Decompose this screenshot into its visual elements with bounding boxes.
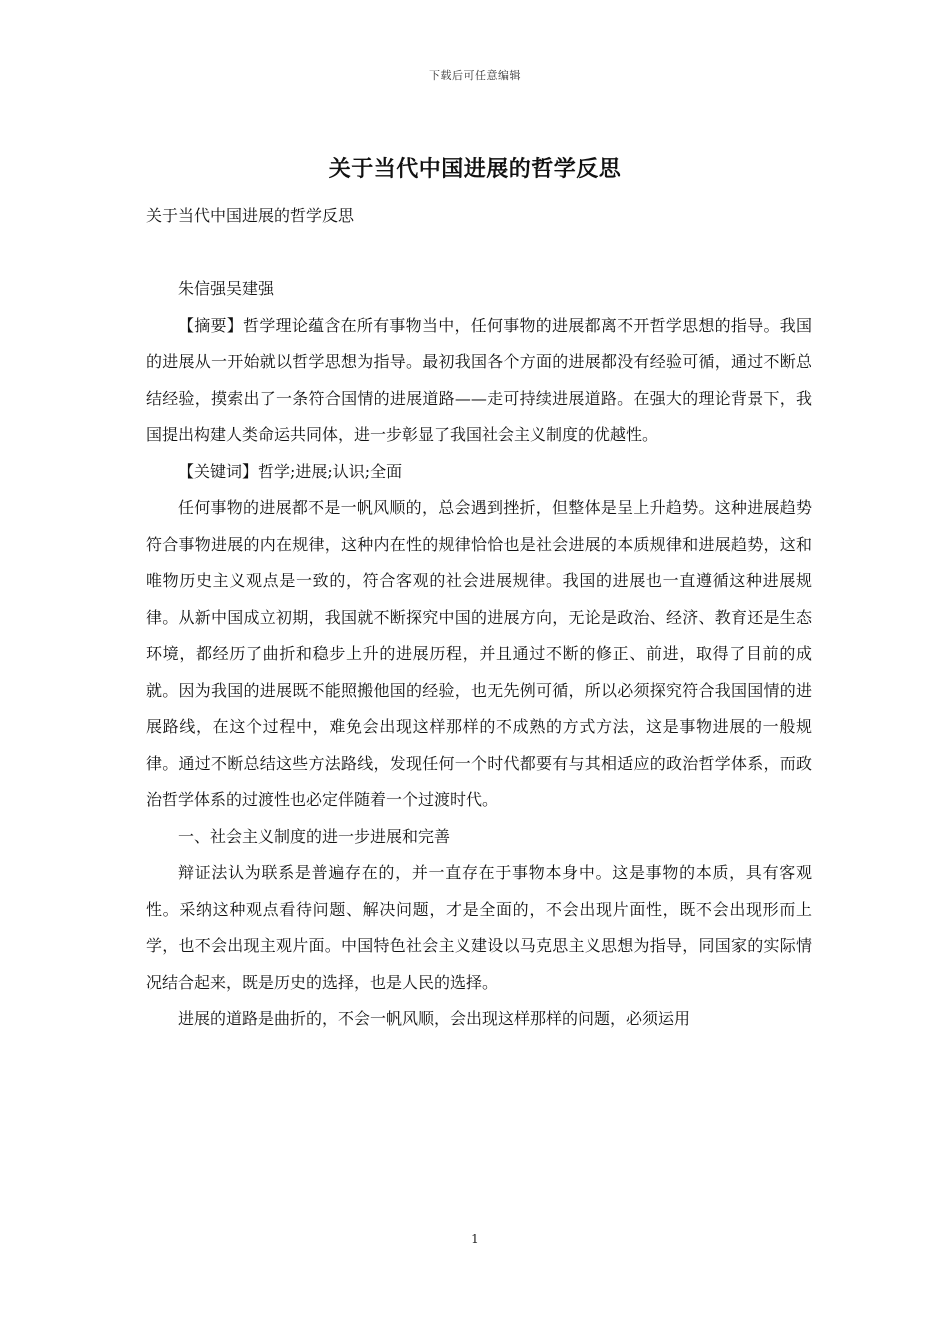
body-paragraph: 辩证法认为联系是普遍存在的，并一直存在于事物本身中。这是事物的本质，具有客观性。采纳这种观点看待问题、解决问题，才是全面的，不会出现片面性，既不会出现形而上学，也不会出现主观片面。中国特色社会主义建设以马克思主义思想为指导，同国家的实际情况结合起来，既是历史的选择，也是人民的选择。 xyxy=(146,863,812,992)
abstract-paragraph: 【摘要】哲学理论蕴含在所有事物当中，任何事物的进展都离不开哲学思想的指导。我国的进展从一开始就以哲学思想为指导。最初我国各个方面的进展都没有经验可循，通过不断总结经验，摸索出了一条符合国情的进展道路——走可持续进展道路。在强大的理论背景下，我国提出构建人类命运共同体，进一步彰显了我国社会主义制度的优越性。 xyxy=(146,315,812,444)
body-paragraph: 任何事物的进展都不是一帆风顺的，总会遇到挫折，但整体是呈上升趋势。这种进展趋势符合事物进展的内在规律，这种内在性的规律恰恰也是社会进展的本质规律和进展趋势，这和唯物历史主义观点是一致的，符合客观的社会进展规律。我国的进展也一直遵循这种进展规律。从新中国成立初期，我国就不断探究中国的进展方向，无论是政治、经济、教育还是生态环境，都经历了曲折和稳步上升的进展历程，并且通过不断的修正、前进，取得了目前的成就。因为我国的进展既不能照搬他国的经验，也无先例可循，所以必须探究符合我国国情的进展路线，在这个过程中，难免会出现这样那样的不成熟的方式方法，这是事物进展的一般规律。通过不断总结这些方法路线，发现任何一个时代都要有与其相适应的政治哲学体系，而政治哲学体系的过渡性也必定伴随着一个过渡时代。 xyxy=(146,498,812,809)
body-paragraph: 进展的道路是曲折的，不会一帆风顺，会出现这样那样的问题，必须运用 xyxy=(178,1009,691,1028)
document-subtitle: 关于当代中国进展的哲学反思 xyxy=(146,206,355,225)
keywords-line: 【关键词】哲学;进展;认识;全面 xyxy=(178,461,403,481)
document-body xyxy=(146,198,812,1038)
document-title: 关于当代中国进展的哲学反思 xyxy=(328,156,622,182)
page-header-note: 下载后可任意编辑 xyxy=(429,69,521,82)
authors-line: 朱信强吴建强 xyxy=(178,279,275,298)
section-heading: 一、社会主义制度的进一步进展和完善 xyxy=(178,826,451,846)
page-number: 1 xyxy=(471,1232,479,1246)
